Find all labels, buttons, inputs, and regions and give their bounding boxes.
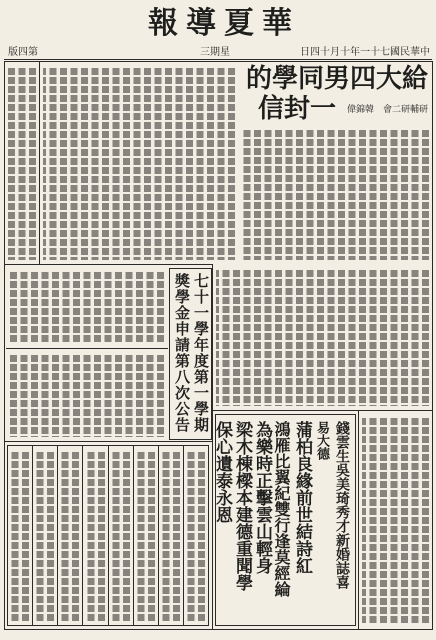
- letter-body-right: [240, 128, 429, 260]
- table-cell-text: [86, 450, 104, 621]
- frame-right: [432, 61, 433, 630]
- header-rule-2: [4, 61, 432, 62]
- list-rule: [6, 348, 168, 349]
- issue-date: 中華民國七十一年十月十四日: [300, 47, 430, 58]
- letter-body-continued: [216, 268, 429, 406]
- page-number: 第四版: [8, 47, 38, 58]
- table-cell-text: [36, 450, 54, 621]
- notice-heading: [169, 268, 212, 440]
- article-title-line1: 給大四男同學的: [245, 64, 428, 94]
- section-rule-right: [212, 410, 433, 411]
- table-column: [57, 446, 82, 625]
- table-cell-text: [187, 450, 205, 621]
- table-cell-text: [137, 450, 155, 621]
- scholarship-list-lower: [8, 353, 164, 437]
- scholarship-list-upper: [8, 270, 164, 344]
- table-cell-text: [11, 450, 29, 621]
- weekday: 星期三: [200, 47, 230, 58]
- table-column: [32, 446, 57, 625]
- section-rule: [4, 264, 213, 265]
- table-cell-text: [61, 450, 79, 621]
- text-column-block: [8, 66, 36, 260]
- frame-left: [4, 61, 5, 630]
- calligraphy-column: 鴻雁比翼紀雙行逢莫經綸: [272, 421, 291, 597]
- table-cell-text: [162, 450, 180, 621]
- table-column: [108, 446, 133, 625]
- column-rule: [358, 410, 359, 630]
- article-byline: 研輔研二會 韓錦偉: [346, 105, 428, 115]
- table-column: [8, 446, 32, 625]
- table-cell-text: [112, 450, 130, 621]
- notice-title-line1: 七十一學年度第一學期: [192, 273, 210, 433]
- table-column: [82, 446, 107, 625]
- letter-body-left: [43, 66, 235, 260]
- calligraphy-column: 錢雲生吳美琦秀才新婚誌喜: [334, 421, 350, 589]
- header-rule: [4, 59, 432, 60]
- calligraphy-column: 蒲柏良緣前世結詩紅: [292, 421, 312, 574]
- masthead-title: 華夏導報: [148, 6, 300, 41]
- scholarship-table: [7, 445, 209, 626]
- table-column: [133, 446, 158, 625]
- notice-title-line2: 獎學金申請第八次公告: [173, 273, 191, 433]
- column-rule: [39, 62, 40, 264]
- calligraphy-column: 保心遺泰永恩: [212, 421, 232, 523]
- frame-bottom: [4, 629, 433, 630]
- table-column: [183, 446, 208, 625]
- calligraphy-column: 為樂時正擊雲山輕身: [252, 421, 272, 574]
- calligraphy-poem: [212, 414, 356, 626]
- calligraphy-signature: 易大德: [314, 421, 329, 460]
- article-title-line2: 一封信: [257, 94, 336, 124]
- text-column-block: [362, 416, 429, 624]
- calligraphy-column: 梁木棟樑本建德重聞學: [232, 421, 252, 591]
- section-rule-lower: [4, 441, 213, 442]
- table-column: [158, 446, 183, 625]
